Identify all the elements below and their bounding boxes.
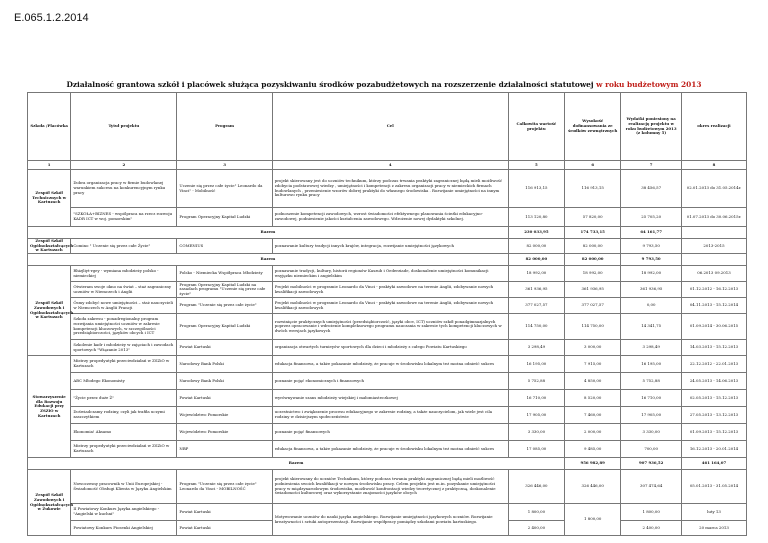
cell-calkowita: 1 800,00 <box>508 504 564 521</box>
table-row <box>28 208 747 227</box>
table-row <box>28 424 747 441</box>
cell-calkowita: 3 298,49 <box>508 340 564 356</box>
cell-okres: 2013-2015 <box>681 239 746 254</box>
header-row <box>28 93 747 161</box>
table-row <box>28 356 747 373</box>
cell-tytul: Nowoczesny pracownik w Unii Europejskiej - Świadomość Obsługi Klienta w Języku Angielskim <box>71 470 177 504</box>
cell-cel: edukacja finansowa, a także pokazanie młodzieży, że pracuje w środowisku lokalnym też można odnieść sukces <box>272 441 508 458</box>
cell-tytul: Doświadczamy rodziny, czyli jak trafiła uczymi zaszczytkiem <box>71 407 177 424</box>
razem-wysokosc: 907 936,52 <box>621 458 682 470</box>
razem-row <box>28 227 747 239</box>
cell-okres: 01.09.2014 - 30.06.2015 <box>681 314 746 340</box>
cell-calkowita: 361 936,95 <box>508 282 564 298</box>
cell-tytul: Ósmy zdobyć nowe umiejętności – staż nauczycieli w Niemczech w Anglii Francji <box>71 298 177 314</box>
col-number: 6 <box>565 161 621 170</box>
header-wydatki: Wydatki poniesiony na realizację projektu w roku budżetowym 2013 (z kolumny 5) <box>621 93 682 161</box>
cell-calkowita: 3 330,00 <box>508 424 564 441</box>
cell-tytul: Mistrzy propedyutyki przeciwdziałań w ZSZiO w Kartuzach <box>71 441 177 458</box>
cell-okres: 14.03.2013 - 15.12.2013 <box>681 340 746 356</box>
cell-wysokosc: 116 913,15 <box>565 170 621 208</box>
table-row <box>28 170 747 208</box>
cell-wydatki: 0,00 <box>621 298 682 314</box>
cell-program: Narodowy Bank Polski <box>177 373 272 390</box>
cell-wysokosc: 2 000,00 <box>565 424 621 441</box>
cell-wysokosc: 7 915,00 <box>565 356 621 373</box>
cell-tytul: Mistrzy propedyutyki przeciwdziałań w ZSZiO w Kartuzach <box>71 356 177 373</box>
cell-okres: 16.12.2013 - 20.01.2014 <box>681 441 746 458</box>
cell-calkowita: 17 085,00 <box>508 441 564 458</box>
cell-wysokosc: 8 520,00 <box>565 390 621 407</box>
cell-tytul: Rhizjliyt-rgey - wymiana młodzieży polsko - niemieckiej <box>71 266 177 282</box>
col-number: 1 <box>28 161 71 170</box>
cell-program: Program Operacyjny Kapitał Ludzki <box>177 208 272 227</box>
cell-calkowita: 16 195,00 <box>508 356 564 373</box>
cell-calkowita: 116 913,15 <box>508 170 564 208</box>
cell-okres: 22.12.2012 - 22.01.2013 <box>681 356 746 373</box>
cell-wysokosc: 18 992,00 <box>565 266 621 282</box>
title-highlight: w roku budżetowym 2013 <box>596 80 702 89</box>
col-number: 8 <box>681 161 746 170</box>
razem-calkowita: 956 982,89 <box>565 458 621 470</box>
cell-wysokosc: 1 800,00 <box>565 504 621 536</box>
cell-program: NBP <box>177 441 272 458</box>
razem-wydatki: 461 164,07 <box>681 458 746 470</box>
razem-row <box>28 254 747 266</box>
cell-tytul: Szkoła zakresu - ponadregionalny program rozwijania umiejętności uczniów w zakresie kompetencji kluczowych, w szczególności przedsiębiorczości, języków obcych i ICT <box>71 314 177 340</box>
header-program: Program <box>177 93 272 161</box>
cell-calkowita: 326 446,00 <box>508 470 564 504</box>
cell-wydatki: 2 400,00 <box>621 521 682 536</box>
cell-cel: Projekt mobilności w programie Leonardo da Vinci - praktyki zawodowe na terenie Anglii, zdobywanie nowych kwalifikacji zawodowych <box>272 282 508 298</box>
cell-okres: 27.05.2013 - 13.12.2013 <box>681 407 746 424</box>
cell-program: Powiat Kartuski <box>177 504 272 521</box>
cell-cel: wyrównywanie szans młodzieży wiejskiej i małomiasteczkowej <box>272 390 508 407</box>
cell-wydatki: 16 710,00 <box>621 390 682 407</box>
cell-program: Powiat Kartuski <box>177 521 272 536</box>
cell-cel: poznanie pojęć ekonomicznych i finansowych <box>272 373 508 390</box>
title-main: Działalność grantowa szkół i placówek służąca pozyskiwaniu środków pozabudżetowych na rozszerzenie działalności statutowej <box>66 80 594 89</box>
document-id: E.065.1.2.2014 <box>14 12 89 24</box>
cell-wysokosc: 326 446,00 <box>565 470 621 504</box>
cell-cel: organizacja otwartych turnieyów sportowych dla dzieci i młodzieży z całego Powiatu Kartuskiego <box>272 340 508 356</box>
table-row <box>28 504 747 521</box>
cell-program: Powiat Kartuski <box>177 390 272 407</box>
razem-wysokosc: 174 733,15 <box>565 227 621 239</box>
cell-wydatki: 3 298,49 <box>621 340 682 356</box>
cell-cel: projekt skierowany jest do uczniów technikum, którzy podczas trwania praktyki zagranicznej będą mieli możliwość zdobycia podstawowej wiedzy , umiejętności i kompetencji z zakresu organizacji pracy w niemieckich firmach budowlanych , przeniesienie wzorów dobrej praktyki do własnego środowiska . Rozwijanie umiejętności na innym kulturowo rynku pracy <box>272 170 508 208</box>
cell-cel: poznawanie tradycji, kultury, historii regionów Kaszub i Oederziade, doskonalenie umiejętności komunikacji wsyjęzku niemieckim i angielskim <box>272 266 508 282</box>
cell-program: Program "Uczenie się przez całe życie" Leonardo da Vinci - MOBILNOŚĆ <box>177 470 272 504</box>
razem-calkowita: 82 000,00 <box>508 254 564 266</box>
cell-calkowita: 114 750,00 <box>508 314 564 340</box>
cell-tytul: "SZKOŁA+BIZNES - wspólpraca na rzecz rozwoju KADR ICT w woj. pomorskim" <box>71 208 177 227</box>
cell-tytul: "Życie przez duże Ż" <box>71 390 177 407</box>
cell-wydatki: 5 752,88 <box>621 373 682 390</box>
razem-label: Razem <box>28 227 509 239</box>
table-row <box>28 340 747 356</box>
cell-okres: 05.01.2013 - 31.05.2014 <box>681 470 746 504</box>
cell-tytul: Ekonomia! Aksamo <box>71 424 177 441</box>
cell-wysokosc: 57 820,00 <box>565 208 621 227</box>
cell-wydatki: 25 705,20 <box>621 208 682 227</box>
razem-calkowita: 230 033,95 <box>508 227 564 239</box>
cell-program: Polsko - Niemiecka Współpraca Młodzieży <box>177 266 272 282</box>
cell-wydatki: 14 341,75 <box>621 314 682 340</box>
cell-wydatki: 17 905,00 <box>621 407 682 424</box>
cell-wydatki: 307 474,64 <box>621 470 682 504</box>
header-okres: okres realizacji <box>681 93 746 161</box>
cell-cel: uczestnictwo i zwiększenie procesu edukacyjnego w zakresie rodziny, a także nauczycielom, jak wiele jest cila rodziny w dzisiejszym społeczeństwie <box>272 407 508 424</box>
cell-wysokosc: 7 460,00 <box>565 407 621 424</box>
cell-calkowita: 113 120,80 <box>508 208 564 227</box>
table-row <box>28 239 747 254</box>
cell-wydatki: 18 992,00 <box>621 266 682 282</box>
cell-cel: Motywowanie uczniów do nauki języka angielskiego. Rozwijanie umiejętności językowych uczniów. Rozwijanie kreatywności i sztuki autoprezentacji. Rozwijanie współpracy pomiędzy szkołami powiatu kartuskiego. <box>272 504 508 536</box>
cell-program: Województwo Pomorskie <box>177 424 272 441</box>
cell-wysokosc: 377 027,57 <box>565 298 621 314</box>
table-row <box>28 298 747 314</box>
grant-table <box>27 92 747 536</box>
cell-tytul: II Powiatowy Konkurs Języka angielskiego - "Angielski w kuchni" <box>71 504 177 521</box>
cell-okres: 20 marca 2013 <box>681 521 746 536</box>
cell-calkowita: 2 400,00 <box>508 521 564 536</box>
school-name: Zespół Szkół Ogólnokształcących w Kartuzach <box>28 239 71 254</box>
cell-program: Program Operacyjny Kapitał Ludzki na zasadach programu "Uczenie się przez całe życie" <box>177 282 272 298</box>
header-calkowita: Całkowita wartość projektu <box>508 93 564 161</box>
cell-cel: edukacja finansowa, a także pokazanie młodzieży, że pracuje w środowisku lokalnym też można odnieść sukces <box>272 356 508 373</box>
school-name: Stowarzyszenie dla Rozwoju Edukacji przy ZSZiO w Kartuzach <box>28 356 71 458</box>
razem-wydatki: 9 793,50 <box>621 254 682 266</box>
cell-wydatki: 361 936,95 <box>621 282 682 298</box>
razem-okres <box>681 227 746 239</box>
cell-wysokosc: 4 850,00 <box>565 373 621 390</box>
razem-wydatki: 64 161,77 <box>621 227 682 239</box>
cell-okres: 01.12.2012 - 16.12.2013 <box>681 282 746 298</box>
cell-program: Powiat Kartuski <box>177 340 272 356</box>
cell-cel: projekt skierowany do uczniów Technikum, którzy podczas trwania praktyki zagranicznej będą mieli możliwość podniesienia swoich kwalifikacji w nowym środowisku pracy. Celem projektu jest m.in. pozyskanie umiejętności pracy w międzynarodowym środowisku, możliwość konfrontacji wiedzy teoretycznej z praktyczną, doskonalenie świadomości kulturowej oraz wykorzystanie znajomości języków obcych <box>272 470 508 504</box>
cell-wydatki: 9 793,50 <box>621 239 682 254</box>
col-number: 3 <box>177 161 272 170</box>
cell-tytul: Powiatowy Konkurs Piosenki Angielskiej <box>71 521 177 536</box>
cell-wydatki: 16 195,00 <box>621 356 682 373</box>
header-cel: Cel <box>272 93 508 161</box>
cell-calkowita: 5 752,88 <box>508 373 564 390</box>
table-row <box>28 407 747 424</box>
table-row <box>28 282 747 298</box>
cell-tytul: Szkolenie kadr i młodzieży w zajęciach i zawodach sportowych "Wiązanie 2013" <box>71 340 177 356</box>
cell-okres: 02.01.2013 do 31.05.2014r. <box>681 170 746 208</box>
cell-wysokosc: 114 750,00 <box>565 314 621 340</box>
cell-calkowita: 377 027,57 <box>508 298 564 314</box>
school-name: Zespół Szkół Zawodowych i Ogólnokształcących w Kartuzach <box>28 266 71 356</box>
col-number: 2 <box>71 161 177 170</box>
razem-wysokosc: 82 000,00 <box>565 254 621 266</box>
cell-okres: 02.05.2013 - 15.12.2013 <box>681 390 746 407</box>
cell-cel: podnoszenie kompetencji zawodowych, wzrost świadomości efektywnego planowania ścieżki edukacyjno-zawodowej, podniesienie jakości kształcenia zawodowego. Wdrożenie nowej dydaktyki szkolnej. <box>272 208 508 227</box>
page-title <box>0 80 768 89</box>
cell-cel: poznanie pojęć finansowych <box>272 424 508 441</box>
cell-okres: 06.2013 09.2013 <box>681 266 746 282</box>
cell-program: Program Operacyjny Kapitał Ludzki <box>177 314 272 340</box>
cell-program: Województwo Pomorskie <box>177 407 272 424</box>
cell-wysokosc: 9 485,00 <box>565 441 621 458</box>
table-row <box>28 266 747 282</box>
cell-wysokosc: 3 000,00 <box>565 340 621 356</box>
razem-label: Razem <box>28 254 509 266</box>
cell-tytul: Comino " Uczenie się przez całe Życie" <box>71 239 177 254</box>
table-row <box>28 390 747 407</box>
cell-wydatki: 1 800,00 <box>621 504 682 521</box>
cell-okres: 04.11.2013 - 15.12.2014 <box>681 298 746 314</box>
cell-calkowita: 18 992,00 <box>508 266 564 282</box>
table-row <box>28 441 747 458</box>
razem-label: Razem <box>28 458 565 470</box>
cell-cel: poznawanie kultury tradycji innych krajów, integracja, rozwijanie umiejętności językowych <box>272 239 508 254</box>
cell-okres: 24.05.2013 - 14.06.2013 <box>681 373 746 390</box>
razem-row <box>28 458 747 470</box>
col-number: 4 <box>272 161 508 170</box>
cell-wydatki: 38 456,57 <box>621 170 682 208</box>
cell-program: COMENIUS <box>177 239 272 254</box>
table-row <box>28 470 747 504</box>
school-name: Zespół Szkół Technicznych w Kartuzach <box>28 170 71 227</box>
header-szkola: Szkoła /Placówka <box>28 93 71 161</box>
cell-tytul: ABC Młodego Ekonomisty <box>71 373 177 390</box>
cell-tytul: Otwieram swoje okno na świat – staż zagraniczny uczniów w Niemczech i Anglii <box>71 282 177 298</box>
cell-calkowita: 16 710,00 <box>508 390 564 407</box>
header-tytul: Tytuł projektu <box>71 93 177 161</box>
razem-okres <box>681 254 746 266</box>
cell-cel: rozwinięcie praktycznych umiejętności (przedsiębiorczość, języki obce, ICT) uczniów szkół ponadgimnazjalnych poprzez opracowanie i wdrożenie kompleksowego programu nauczania w zakresie tych kompetencji kluczowych w dwóch wersjach językowych <box>272 314 508 340</box>
cell-wydatki: 3 330,00 <box>621 424 682 441</box>
cell-program: Narodowy Bank Polski <box>177 356 272 373</box>
cell-calkowita: 17 905,00 <box>508 407 564 424</box>
school-name: Zespół Szkół Zawodowych i Ogólnokształcących w Żukowie <box>28 470 71 536</box>
cell-cel: Projekt mobilności w programie Leonardo da Vinci - praktyki zawodowe na terenie Anglii, zdobywanie nowych kwalifikacji zawodowych <box>272 298 508 314</box>
col-number: 7 <box>621 161 682 170</box>
cell-program: Program "Uczenie się przez całe życie" <box>177 298 272 314</box>
cell-okres: 01.09.2013 - 15.12.2013 <box>681 424 746 441</box>
cell-okres: 01.07.2013 do 30.06.2015r. <box>681 208 746 227</box>
cell-tytul: Dobra organizacja pracy w firmie budowlanej warunkiem sukcesu na konkurencyjnym rynku pracy <box>71 170 177 208</box>
header-wysokosc: Wysokość dofinansowania ze środków zewnętrznych <box>565 93 621 161</box>
cell-okres: luty 13 <box>681 504 746 521</box>
cell-wydatki: 700,00 <box>621 441 682 458</box>
table-row <box>28 314 747 340</box>
column-number-row <box>28 161 747 170</box>
table-row <box>28 373 747 390</box>
col-number: 5 <box>508 161 564 170</box>
cell-wysokosc: 82 000,00 <box>565 239 621 254</box>
cell-calkowita: 82 000,00 <box>508 239 564 254</box>
cell-program: Uczenie się przez całe życie" Leonardo da Vinci" - Mobilność <box>177 170 272 208</box>
cell-wysokosc: 361 936,95 <box>565 282 621 298</box>
